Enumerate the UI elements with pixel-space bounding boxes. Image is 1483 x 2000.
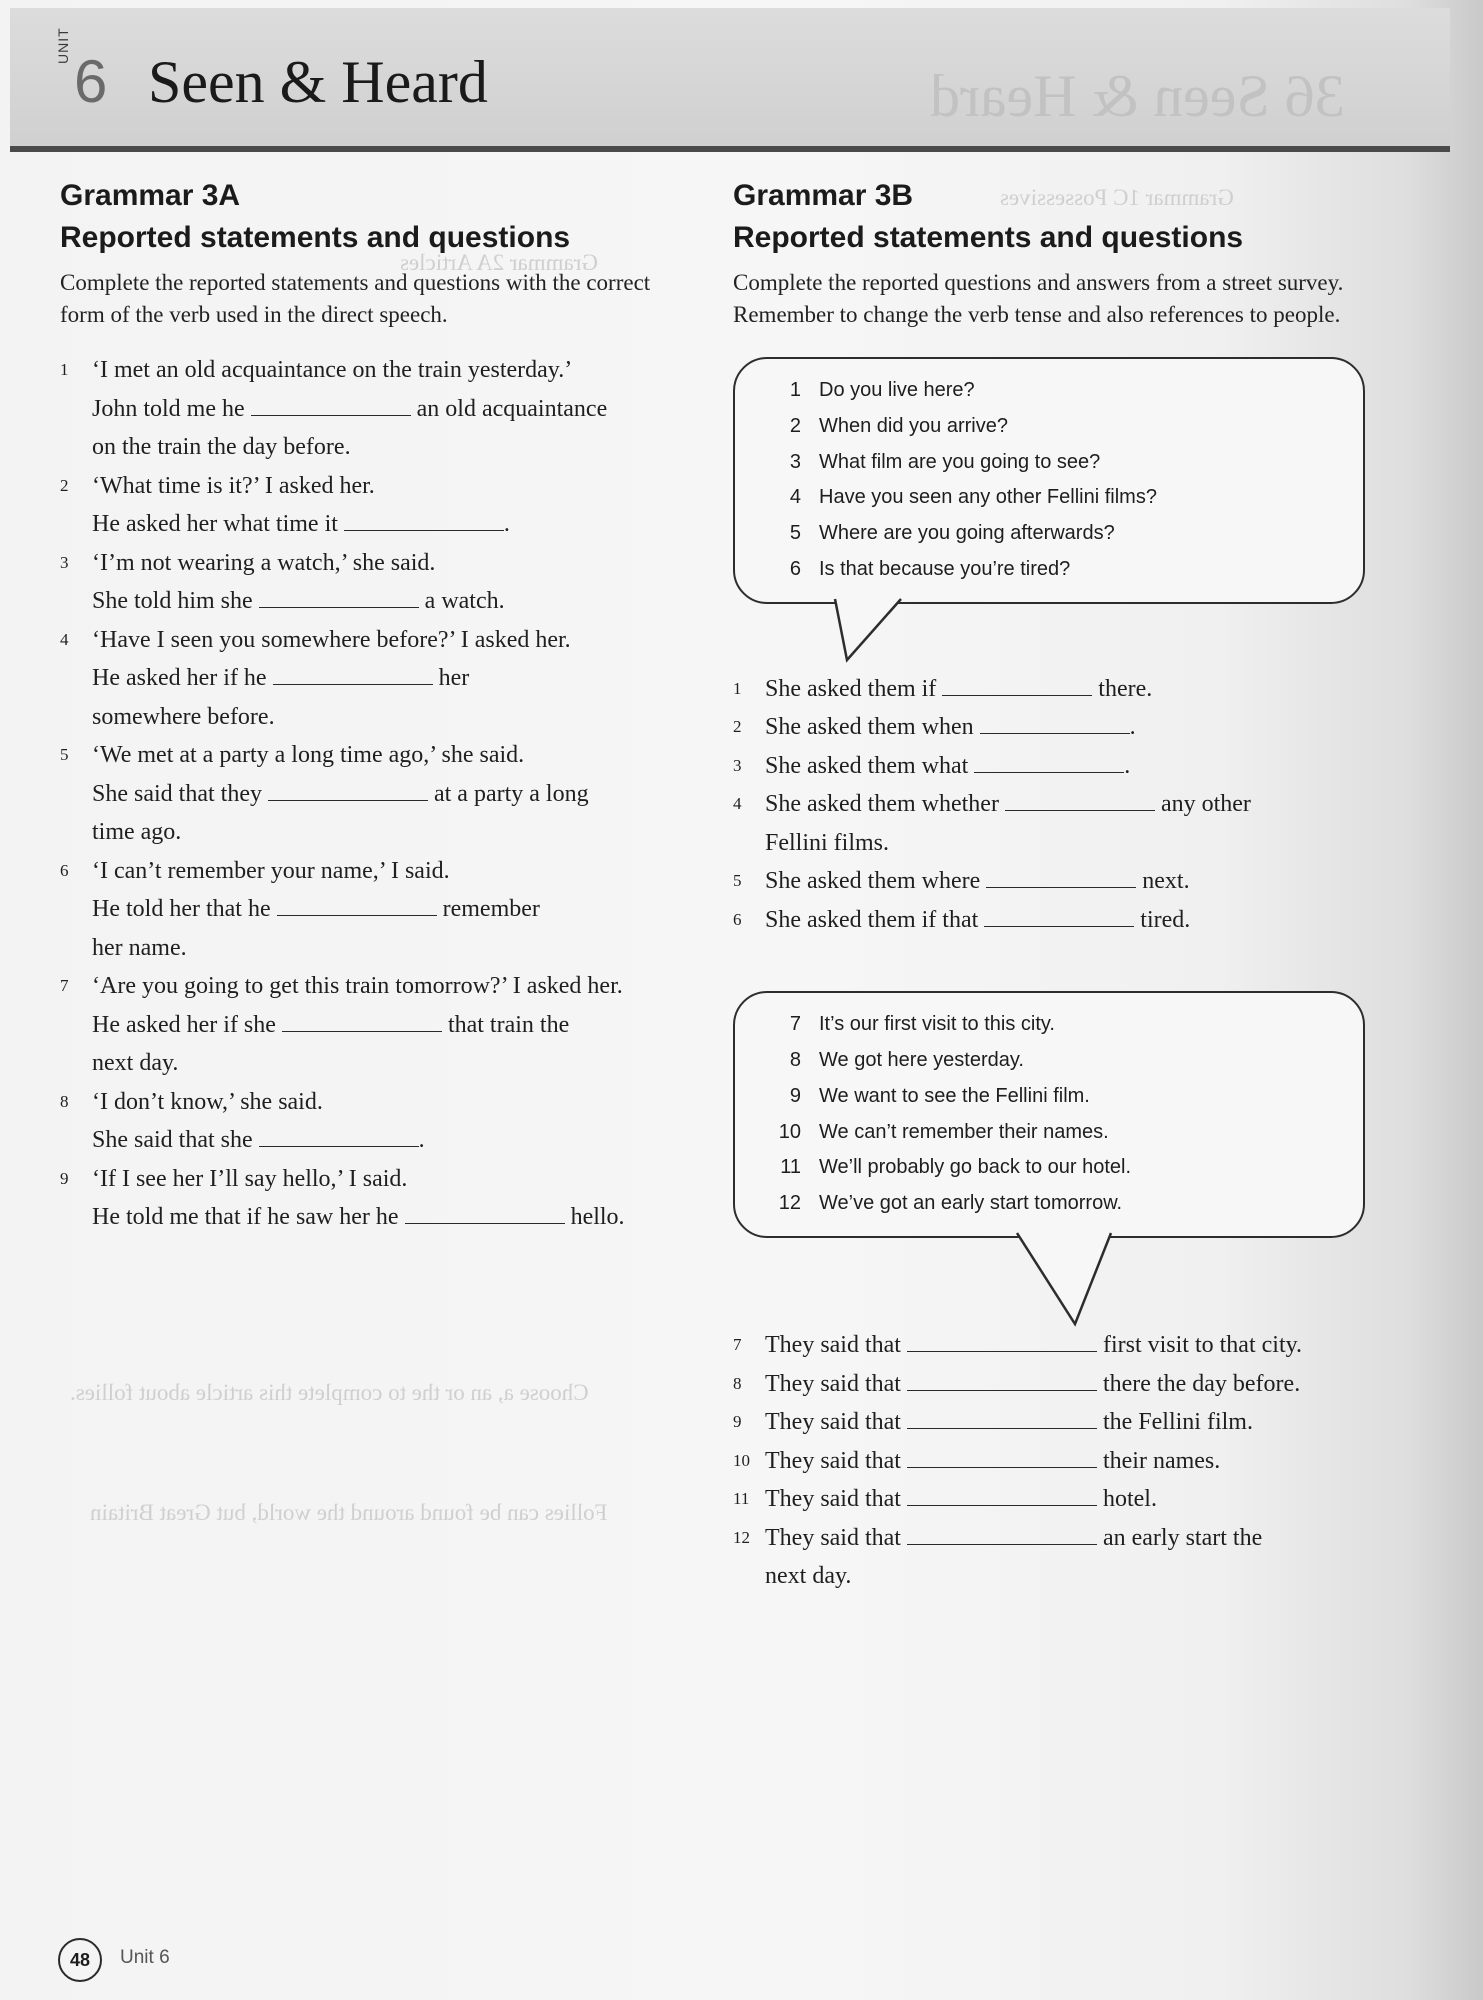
item-line: [92, 659, 700, 698]
item-text: She said that they: [92, 780, 268, 807]
item-number: 11: [733, 1489, 750, 1509]
item-number: 12: [733, 1527, 750, 1547]
show-through-text: Follies can be found around the world, but Great Britain: [90, 1500, 608, 1525]
show-through-title: 36 Seen & Heard: [930, 63, 1345, 129]
item-line: [92, 1121, 700, 1160]
answer-blank[interactable]: [907, 1406, 1097, 1429]
header-divider: [10, 146, 1450, 152]
item-text: .: [503, 511, 510, 537]
answer-blank[interactable]: [1005, 788, 1155, 811]
exercise-item: [733, 747, 1373, 786]
item-text: their names.: [1096, 1447, 1221, 1474]
item-text: an early start the: [1096, 1524, 1263, 1551]
bubble-line-number: 9: [789, 1084, 801, 1107]
item-number: 9: [733, 1412, 742, 1432]
item-number: 5: [60, 745, 69, 764]
speech-bubble-tail: [833, 598, 903, 664]
item-text: any other: [1154, 791, 1251, 818]
bubble-line-number: 6: [789, 557, 801, 580]
item-text: They said that: [765, 1332, 907, 1359]
show-through-text: Grammar 1C Possessives: [1000, 185, 1234, 210]
item-line: [92, 890, 700, 929]
item-line: [765, 862, 1373, 901]
exercise-list: [60, 351, 700, 1237]
item-line: [765, 1403, 1373, 1442]
exercise-item: [60, 351, 700, 467]
item-line: [92, 1160, 700, 1199]
bubble-line-number: 11: [780, 1156, 801, 1179]
item-text: .: [418, 1127, 425, 1153]
item-line: [765, 1442, 1373, 1481]
item-text: ‘I don’t know,’ she said.: [92, 1088, 323, 1115]
exercise-item: [60, 621, 700, 737]
item-text: next day.: [765, 1563, 852, 1590]
item-text: ‘What time is it?’ I asked her.: [92, 472, 375, 499]
bubble-line: [749, 552, 1363, 588]
item-line: [92, 544, 700, 583]
answer-blank[interactable]: [251, 393, 411, 416]
exercise-item: [733, 670, 1373, 709]
exercise-item: [733, 1365, 1373, 1404]
item-line: [92, 967, 700, 1006]
item-text: .: [1124, 752, 1131, 779]
bubble-line-text: We got here yesterday.: [819, 1049, 1024, 1072]
exercise-item: [60, 852, 700, 968]
bubble-line-text: Is that because you’re tired?: [819, 557, 1071, 580]
exercise-item: [733, 1403, 1373, 1442]
bubble-line: [749, 1150, 1363, 1186]
item-line: [92, 467, 700, 506]
item-number: 3: [60, 552, 69, 572]
exercise-item: [60, 967, 700, 1083]
item-text: He asked her if he: [92, 665, 273, 691]
answer-blank[interactable]: [259, 585, 419, 608]
item-line: [92, 698, 700, 737]
section-subtitle: Reported statements and questions: [733, 221, 1244, 254]
item-line: [92, 1198, 700, 1237]
item-number: 7: [60, 976, 69, 995]
item-text: She asked them whether: [765, 791, 1005, 818]
item-number: 8: [733, 1373, 742, 1393]
bubble-line-number: 8: [789, 1049, 801, 1072]
item-text: there the day before.: [1096, 1370, 1301, 1397]
section-title: Grammar 3A: [60, 179, 241, 212]
answer-blank[interactable]: [405, 1201, 565, 1224]
item-line: [92, 582, 700, 621]
bubble-line: [749, 1079, 1363, 1115]
item-text: ‘I met an old acquaintance on the train yesterday.’: [92, 357, 573, 383]
item-number: 5: [733, 871, 742, 891]
item-number: 6: [60, 860, 69, 880]
bubble-line: [749, 1043, 1363, 1079]
item-number: 1: [60, 360, 69, 379]
item-line: [765, 708, 1373, 747]
item-text: They said that: [765, 1486, 907, 1513]
item-text: her: [432, 665, 470, 691]
item-text: ‘Are you going to get this train tomorrow?’ I asked her.: [92, 973, 623, 999]
item-line: [92, 736, 700, 775]
item-line: [92, 852, 700, 891]
item-number: 10: [733, 1450, 750, 1470]
item-text: She said that she: [92, 1127, 259, 1153]
bubble-line-text: We want to see the Fellini film.: [819, 1084, 1090, 1107]
item-text: ‘We met at a party a long time ago,’ she said.: [92, 742, 525, 768]
instructions: Complete the reported statements and questions with the correct form of the verb used in the direct speech.: [60, 270, 651, 327]
answer-blank[interactable]: [273, 662, 433, 685]
item-line: [92, 813, 700, 852]
item-text: Fellini films.: [765, 829, 890, 856]
item-text: They said that: [765, 1370, 907, 1397]
answer-blank[interactable]: [980, 711, 1130, 734]
item-text: She asked them where: [765, 868, 987, 895]
item-number: 9: [60, 1168, 69, 1188]
item-text: next day.: [92, 1050, 179, 1076]
section-subtitle: Reported statements and questions: [60, 221, 571, 254]
item-number: 4: [733, 794, 742, 814]
item-text: next.: [1136, 868, 1190, 895]
page-number: 48: [58, 1938, 102, 1982]
bubble-line: [749, 1115, 1363, 1151]
exercise-item: [733, 1519, 1373, 1596]
item-line: [92, 621, 700, 660]
item-number: 1: [733, 678, 742, 698]
speech-bubble-answers: [733, 991, 1365, 1238]
item-text: She asked them if: [765, 675, 943, 702]
item-line: [765, 785, 1373, 824]
answer-blank[interactable]: [907, 1445, 1097, 1468]
bubble-line: [749, 1007, 1363, 1043]
item-line: [92, 1006, 700, 1045]
bubble-line-text: It’s our first visit to this city.: [819, 1013, 1055, 1036]
item-line: [92, 1044, 700, 1083]
speech-bubble-tail: [1015, 1232, 1115, 1328]
exercise-item: [733, 785, 1373, 862]
item-number: 4: [60, 629, 69, 649]
item-line: [765, 1519, 1373, 1558]
answer-blank[interactable]: [277, 893, 437, 916]
answer-blank[interactable]: [942, 673, 1092, 696]
item-line: [92, 505, 700, 544]
exercise-list: [733, 670, 1373, 940]
item-text: She asked them when: [765, 714, 980, 741]
item-text: John told me he: [92, 395, 251, 422]
item-line: [765, 1326, 1373, 1365]
item-text: ‘I’m not wearing a watch,’ she said.: [92, 549, 436, 576]
exercise-item: [733, 1480, 1373, 1519]
item-line: [92, 1083, 700, 1122]
item-text: the Fellini film.: [1096, 1409, 1253, 1436]
item-text: They said that: [765, 1447, 907, 1474]
answer-blank[interactable]: [282, 1009, 442, 1032]
item-line: [765, 901, 1373, 940]
item-text: at a party a long: [427, 780, 589, 807]
bubble-line-text: When did you arrive?: [819, 414, 1008, 437]
item-number: 2: [60, 475, 69, 495]
item-text: They said that: [765, 1409, 907, 1436]
bubble-line-text: Where are you going afterwards?: [819, 522, 1115, 545]
item-text: They said that: [765, 1524, 907, 1551]
item-text: hello.: [564, 1204, 625, 1230]
bubble-line: [749, 445, 1363, 481]
item-text: He asked her if she: [92, 1011, 282, 1038]
item-text: ‘Have I seen you somewhere before?’ I asked her.: [92, 626, 571, 653]
grammar-3a-section: [60, 175, 700, 1237]
item-text: her name.: [92, 934, 187, 961]
item-number: 3: [733, 755, 742, 775]
item-text: ‘I can’t remember your name,’ I said.: [92, 857, 450, 884]
item-line: [92, 390, 700, 429]
bubble-line-number: 3: [789, 450, 801, 473]
item-text: an old acquaintance: [410, 395, 608, 422]
answer-blank[interactable]: [268, 778, 428, 801]
section-title: Grammar 3B: [733, 179, 914, 212]
grammar-3b-section: [733, 175, 1373, 1596]
exercise-list: [733, 1326, 1373, 1596]
item-text: tired.: [1134, 906, 1191, 933]
unit-label: UNIT: [55, 27, 71, 64]
item-text: She asked them what: [765, 752, 975, 779]
bubble-line-text: Do you live here?: [819, 379, 975, 401]
answer-blank[interactable]: [259, 1124, 419, 1147]
item-text: remember: [436, 896, 540, 922]
exercise-item: [733, 1326, 1373, 1365]
exercise-item: [60, 544, 700, 621]
bubble-line-text: We can’t remember their names.: [819, 1120, 1109, 1143]
bubble-line-number: 4: [789, 486, 801, 509]
bubble-line-number: 10: [778, 1120, 801, 1143]
bubble-line-number: 12: [778, 1192, 801, 1215]
item-line: [765, 747, 1373, 786]
exercise-item: [733, 1442, 1373, 1481]
bubble-line-text: We’ll probably go back to our hotel.: [819, 1156, 1132, 1179]
bubble-line: [749, 373, 1363, 409]
bubble-line: [749, 1186, 1363, 1222]
item-text: She asked them if that: [765, 906, 985, 933]
item-line: [92, 929, 700, 968]
item-line: [765, 824, 1373, 863]
item-number: 6: [733, 909, 742, 929]
exercise-item: [60, 467, 700, 544]
item-text: a watch.: [418, 588, 505, 614]
item-line: [765, 1365, 1373, 1404]
item-line: [765, 1480, 1373, 1519]
answer-blank[interactable]: [974, 750, 1124, 773]
item-text: hotel.: [1096, 1486, 1157, 1513]
answer-blank[interactable]: [984, 904, 1134, 927]
item-text: He asked her what time it: [92, 511, 344, 537]
item-number: 2: [733, 717, 742, 737]
item-line: [92, 351, 700, 390]
unit-number: 6: [74, 48, 108, 115]
exercise-item: [733, 862, 1373, 901]
show-through-text: Grammar 2A Articles: [400, 250, 599, 275]
bubble-line-text: Have you seen any other Fellini films?: [819, 486, 1157, 509]
item-text: somewhere before.: [92, 703, 275, 730]
item-line: [92, 775, 700, 814]
exercise-item: [733, 708, 1373, 747]
item-text: ‘If I see her I’ll say hello,’ I said.: [92, 1165, 408, 1192]
show-through-text: Choose a, an or the to complete this article about follies.: [70, 1380, 589, 1405]
exercise-item: [733, 901, 1373, 940]
item-text: on the train the day before.: [92, 434, 351, 460]
item-line: [92, 428, 700, 467]
bubble-line-text: What film are you going to see?: [819, 450, 1101, 473]
item-text: .: [1129, 714, 1136, 741]
answer-blank[interactable]: [907, 1483, 1097, 1506]
item-text: He told her that he: [92, 896, 277, 922]
item-number: 8: [60, 1091, 69, 1111]
answer-blank[interactable]: [907, 1368, 1097, 1391]
item-text: time ago.: [92, 819, 182, 845]
bubble-line-number: 5: [789, 522, 801, 545]
answer-blank[interactable]: [344, 508, 504, 531]
exercise-item: [60, 1160, 700, 1237]
bubble-line-number: 7: [789, 1013, 801, 1036]
item-text: first visit to that city.: [1096, 1332, 1303, 1359]
item-text: that train the: [441, 1011, 570, 1038]
answer-blank[interactable]: [907, 1522, 1097, 1545]
item-text: He told me that if he saw her he: [92, 1204, 405, 1230]
exercise-item: [60, 1083, 700, 1160]
speech-bubble-questions: [733, 357, 1365, 604]
unit-title: Seen & Heard: [148, 49, 488, 115]
footer-unit-label: Unit 6: [120, 1947, 170, 1968]
answer-blank[interactable]: [907, 1329, 1097, 1352]
bubble-line-text: We’ve got an early start tomorrow.: [819, 1192, 1123, 1215]
item-text: She told him she: [92, 588, 259, 614]
bubble-line-number: 1: [789, 379, 801, 401]
bubble-line-number: 2: [789, 414, 801, 437]
item-number: 7: [733, 1335, 742, 1355]
instructions: Complete the reported questions and answers from a street survey. Remember to change the verb tense and also references to people.: [733, 270, 1344, 327]
item-line: [765, 670, 1373, 709]
item-text: there.: [1092, 675, 1153, 702]
exercise-item: [60, 736, 700, 852]
bubble-line: [749, 480, 1363, 516]
bubble-line: [749, 516, 1363, 552]
answer-blank[interactable]: [986, 865, 1136, 888]
item-line: [765, 1557, 1373, 1596]
bubble-line: [749, 409, 1363, 445]
